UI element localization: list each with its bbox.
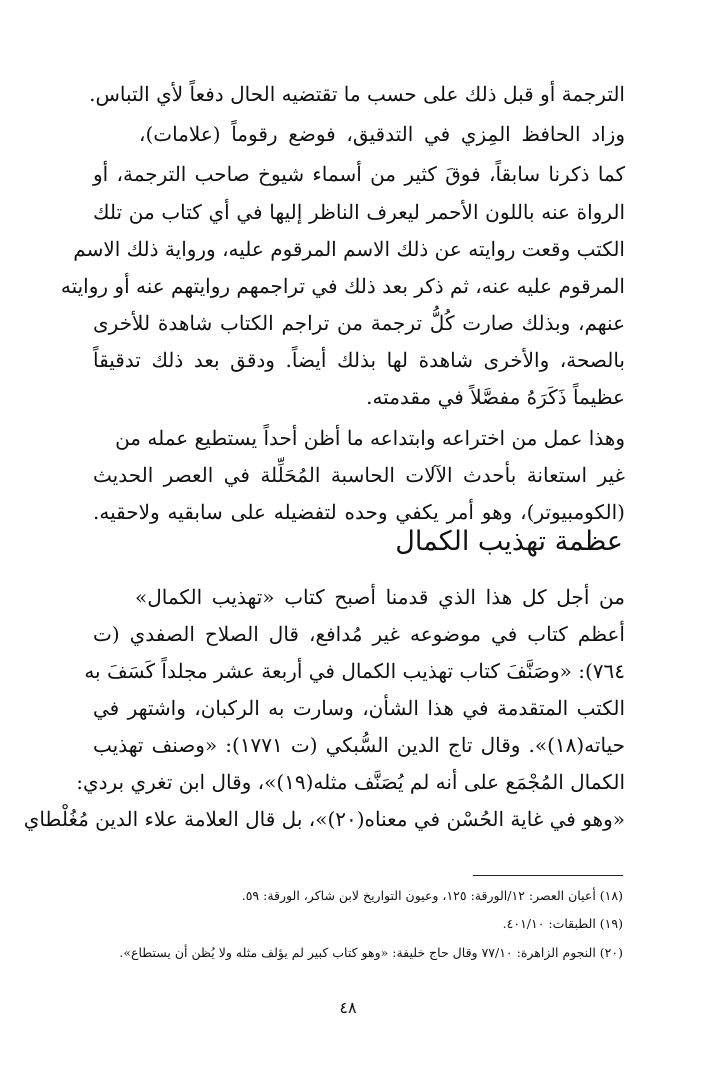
text-line: الرواة عنه باللون الأحمر ليعرف الناظر إليها في أي كتاب من تلك — [93, 200, 625, 224]
text-line: الكتب المتقدمة في هذا الشأن، وسارت به الركبان، واشتهر في — [93, 696, 625, 720]
page-number: ٤٨ — [339, 998, 357, 1017]
text-line: وهذا عمل من اختراعه وابتداعه ما أظن أحداً يستطيع عمله من — [115, 426, 625, 450]
text-line: حياته(١٨)». وقال تاج الدين السُّبكي (ت ١٧٧١): «وصنف تهذيب — [93, 733, 625, 757]
text-line: عظيماً ذَكَرَهُ مفصَّلاً في مقدمته. — [366, 385, 625, 409]
text-line: غير استعانة بأحدث الآلات الحاسبة المُحَلِّلة في العصر الحديث — [93, 463, 625, 487]
text-line: المرقوم عليه عنه، ثم ذكر بعد ذلك في تراجمهم روايتهم عنه أو روايته — [60, 274, 625, 298]
text-line: (الكومبيوتر)، وهو أمر يكفي وحده لتفضيله على سابقيه ولاحقيه. — [93, 500, 625, 524]
text-line: الكتب وقعت روايته عن ذلك الاسم المرقوم عليه، ورواية ذلك الاسم — [73, 237, 625, 261]
text-line: أعظم كتاب في موضوعه غير مُدافع، قال الصلاح الصفدي (ت — [93, 622, 625, 646]
section-heading: عظمة تهذيب الكمال — [395, 526, 623, 557]
text-line: «وهو في غاية الحُسْن في معناه(٢٠)»، بل قال العلامة علاء الدين مُغُلْطاي — [23, 807, 625, 831]
footnote: (٢٠) النجوم الزاهرة: ٧٧/١٠ وقال حاج خليفة: «وهو كتاب كبير لم يؤلف مثله ولا يُظن أن يستطاع». — [119, 945, 623, 960]
text-line: بالصحة، والأخرى شاهدة لها بذلك أيضاً. ودقق بعد ذلك تدقيقاً — [93, 348, 625, 372]
text-line: عنهم، وبذلك صارت كُلُّ ترجمة من تراجم الكتاب شاهدة للأخرى — [93, 311, 625, 335]
footnote: (١٨) أعيان العصر: ١٢/الورقة: ١٢٥، وعيون التواريخ لابن شاكر، الورقة: ٥٩. — [241, 888, 623, 903]
text-line: الترجمة أو قبل ذلك على حسب ما تقتضيه الحال دفعاً لأي التباس. — [89, 82, 625, 106]
text-line: كما ذكرنا سابقاً، فوقَ كثير من أسماء شيوخ صاحب الترجمة، أو — [93, 162, 625, 186]
text-line: ٧٦٤): «وصَنَّفَ كتاب تهذيب الكمال في أربعة عشر مجلداً كَسَفَ به — [84, 659, 625, 683]
text-line: الكمال المُجْمَع على أنه لم يُصَنَّف مثله(١٩)»، وقال ابن تغري بردي: — [76, 770, 625, 794]
footnote-divider — [473, 875, 623, 876]
footnote: (١٩) الطبقات: ٤٠١/١٠. — [502, 916, 623, 931]
text-line: من أجل كل هذا الذي قدمنا أصبح كتاب «تهذيب الكمال» — [135, 585, 625, 609]
text-line: وزاد الحافظ المِزي في التدقيق، فوضع رقوماً (علامات)، — [139, 122, 625, 146]
